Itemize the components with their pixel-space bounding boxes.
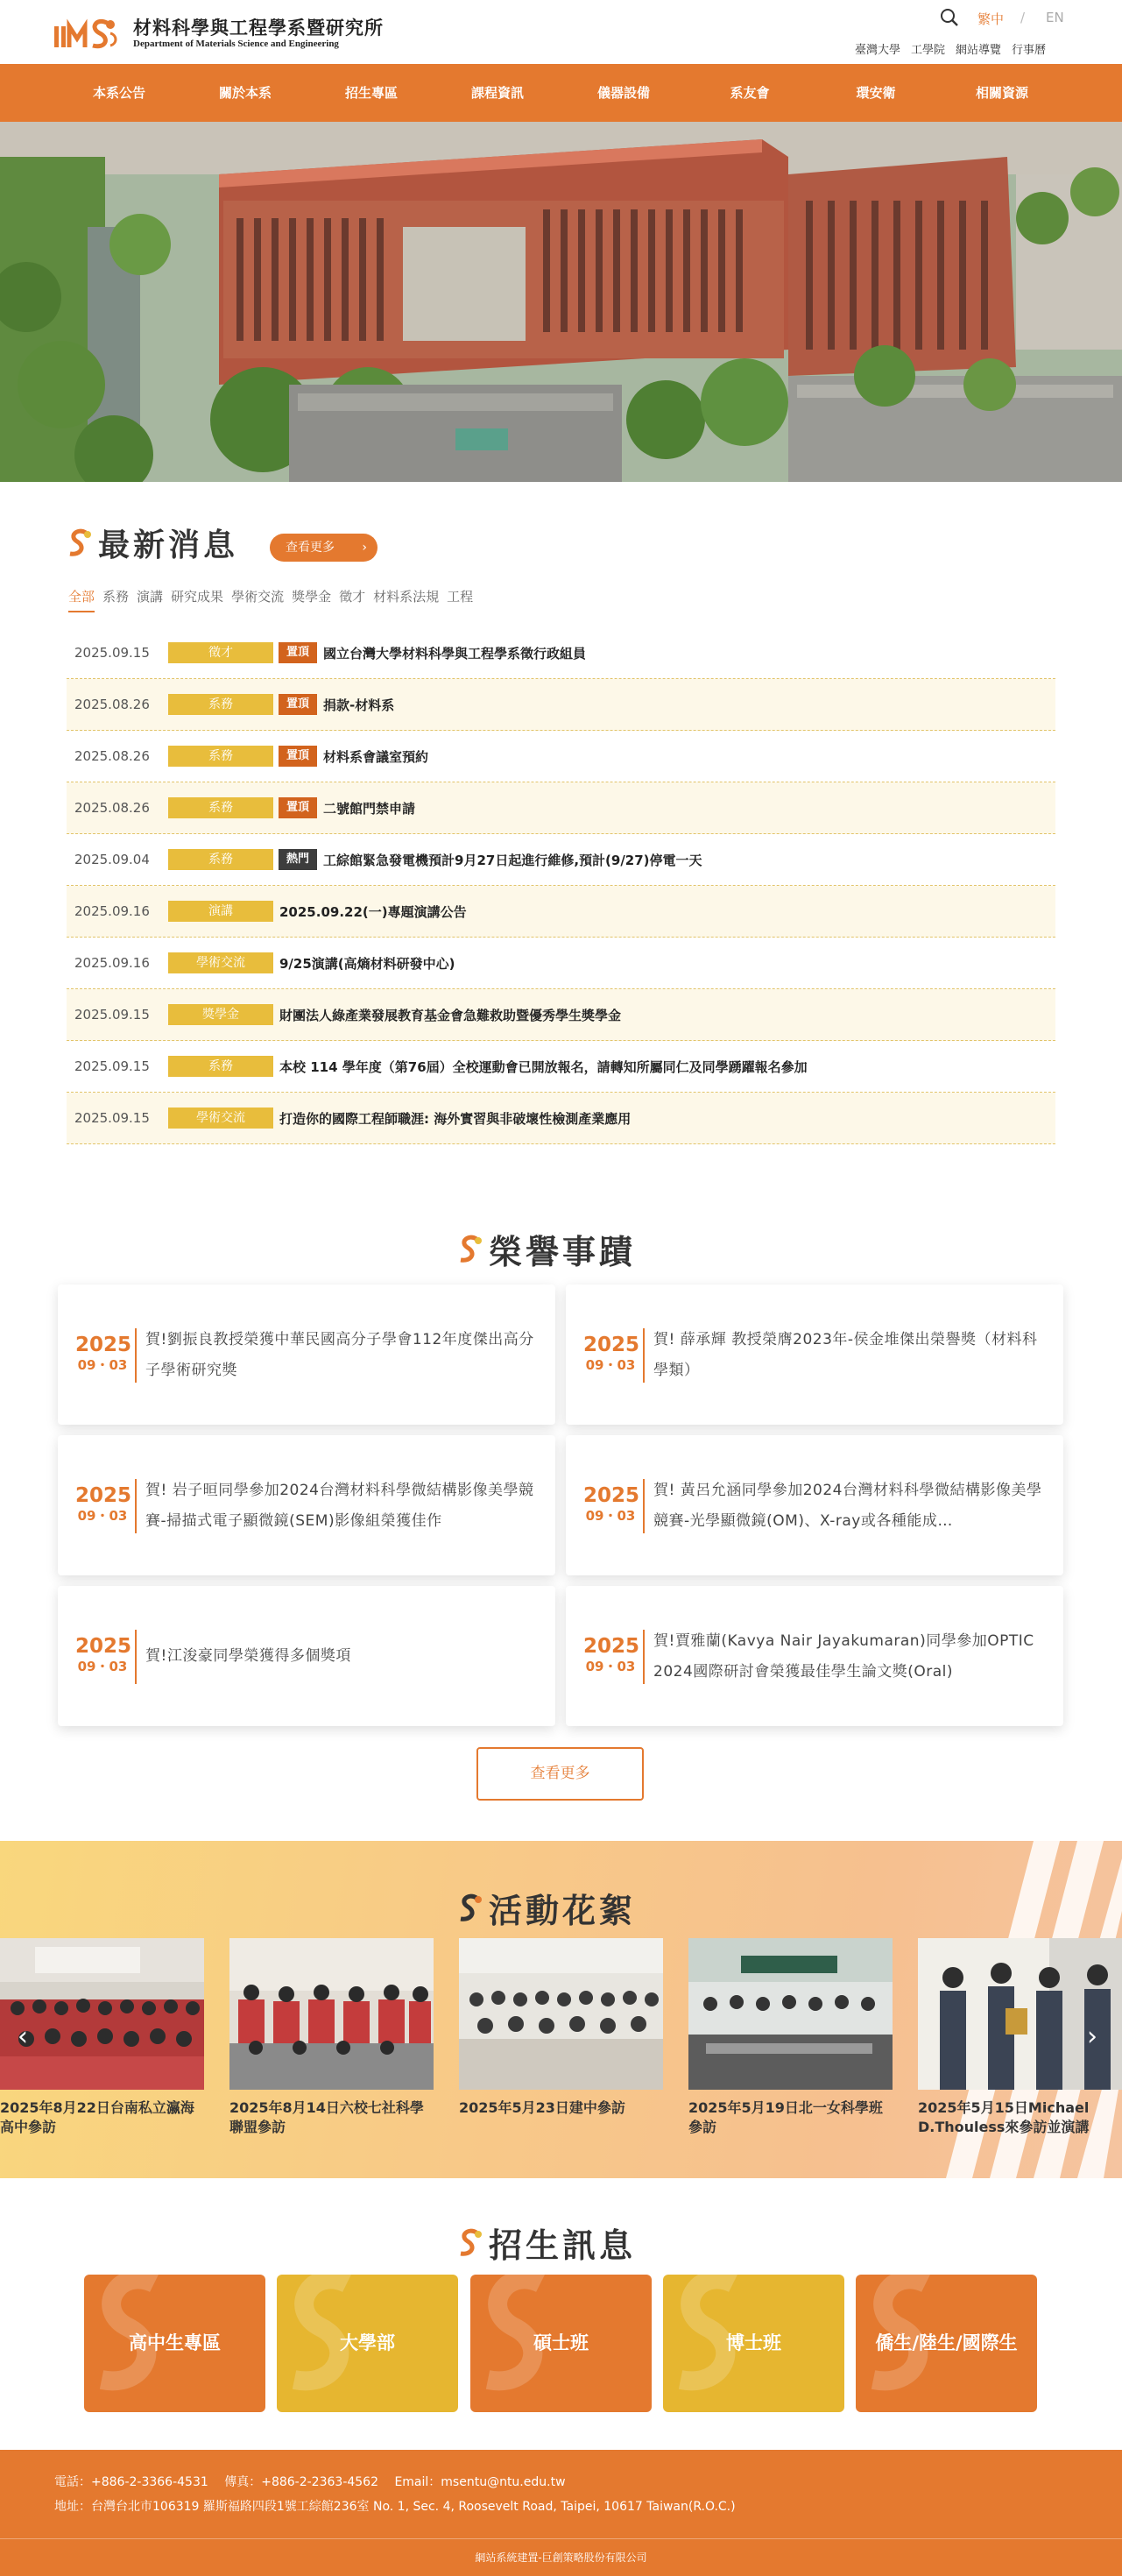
pinned-badge: 置頂: [279, 797, 317, 818]
honor-card[interactable]: [58, 1586, 555, 1726]
news-date: 2025.09.15: [74, 645, 150, 661]
news-title-text: 國立台灣大學材料科學與工程學系徵行政組員: [323, 645, 587, 662]
news-date: 2025.09.15: [74, 1058, 150, 1074]
news-date: 2025.09.15: [74, 1007, 150, 1023]
activities-heading: [455, 1884, 636, 1932]
toplink-engineering[interactable]: 工學院: [911, 44, 946, 57]
lang-separator: /: [1020, 10, 1026, 25]
footer-credit[interactable]: 網站系統建置-巨創策略股份有限公司: [0, 2538, 1122, 2576]
honor-year: 2025: [75, 1334, 132, 1356]
activity-caption: 2025年5月19日北一女科學班參訪: [688, 2099, 883, 2135]
honors-heading: [455, 1225, 636, 1273]
news-list: [67, 627, 1055, 1144]
honor-text: 賀!江浚豪同學榮獲得多個獎項: [145, 1647, 351, 1665]
honor-month-day: 09・03: [585, 1508, 636, 1524]
news-item[interactable]: [67, 1041, 1055, 1093]
divider: [135, 1479, 137, 1533]
activity-caption: 2025年8月22日台南私立瀛海高中參訪: [0, 2099, 194, 2135]
news-title-text: 2025.09.22(一)專題演講公告: [279, 903, 467, 920]
news-date: 2025.09.04: [74, 852, 150, 867]
news-category: 系務: [168, 797, 273, 818]
honor-month-day: 09・03: [77, 1659, 128, 1674]
site-logo[interactable]: [54, 12, 405, 54]
honor-year: 2025: [583, 1334, 640, 1356]
activity-photo: [0, 1938, 204, 2090]
lang-en-link[interactable]: EN: [1046, 10, 1064, 25]
admission-label: 博士班: [726, 2332, 781, 2353]
news-category: 系務: [168, 849, 273, 870]
logo-title-zh: 材料科學與工程學系暨研究所: [133, 16, 384, 39]
news-date: 2025.08.26: [74, 800, 150, 816]
activity-photo: [918, 1938, 1122, 2090]
activity-photo: [688, 1938, 893, 2090]
footer-address: 地址：台灣台北市106319 羅斯福路四段1號工綜館236室 No. 1, Sec. 4, Roosevelt Road, Taipei, 10617 Taiwan(R.O.C.): [54, 2500, 736, 2514]
swirl-icon: [455, 2227, 483, 2259]
logo-mark-icon: [54, 16, 126, 51]
activity-card[interactable]: [688, 1938, 893, 2137]
toplink-ntu[interactable]: 臺灣大學: [855, 44, 901, 57]
activity-photo: [229, 1938, 434, 2090]
news-category: 系務: [168, 694, 273, 715]
pinned-badge: 置頂: [279, 746, 317, 767]
news-title-text: 打造你的國際工程師職涯: 海外實習與非破壞性檢測產業應用: [279, 1110, 632, 1127]
activity-card[interactable]: [459, 1938, 663, 2118]
divider: [643, 1479, 645, 1533]
news-item[interactable]: [67, 627, 1055, 679]
admission-tile-undergraduate[interactable]: [277, 2275, 458, 2412]
carousel-prev-icon[interactable]: ‹: [18, 2021, 28, 2052]
admissions-heading: [455, 2219, 636, 2267]
admission-label: 高中生專區: [129, 2332, 221, 2353]
site-footer: [0, 2450, 1122, 2576]
honor-card[interactable]: [566, 1284, 1063, 1425]
news-date: 2025.08.26: [74, 697, 150, 712]
footer-contact: 電話：+886-2-3366-4531 傳真：+886-2-2363-4562 Email：msentu@ntu.edu.tw: [54, 2475, 566, 2489]
honor-card[interactable]: [566, 1435, 1063, 1575]
honor-year: 2025: [75, 1484, 132, 1507]
activity-caption: 2025年5月23日建中參訪: [459, 2099, 625, 2116]
swirl-icon: [455, 1234, 483, 1265]
news-title-text: 本校 114 學年度（第76屆）全校運動會已開放報名，請轉知所屬同仁及同學踴躍報名參加: [279, 1058, 808, 1075]
nav-about[interactable]: 關於本系: [218, 85, 272, 101]
honor-text: 賀!賈雅蘭(Kavya Nair Jayakumaran)同學參加OPTIC 2024國際研討會榮獲最佳學生論文獎(Oral): [653, 1632, 1034, 1681]
honor-month-day: 09・03: [77, 1357, 128, 1373]
activity-card[interactable]: [229, 1938, 434, 2137]
honor-text: 賀! 岩子晅同學參加2024台灣材料科學微結構影像美學競賽-掃描式電子顯微鏡(SEM)影像組榮獲佳作: [145, 1482, 534, 1530]
honor-card[interactable]: [566, 1586, 1063, 1726]
nav-courses[interactable]: 課程資訊: [470, 85, 525, 101]
nav-announcements[interactable]: 本系公告: [92, 85, 146, 101]
news-title-text: 工綜館緊急發電機預計9月27日起進行維修,預計(9/27)停電一天: [323, 852, 702, 868]
activity-photo: [459, 1938, 663, 2090]
nav-resources[interactable]: 相關資源: [975, 85, 1029, 101]
honor-month-day: 09・03: [585, 1357, 636, 1373]
news-more-label: 查看更多: [286, 541, 335, 555]
news-category: 系務: [168, 1056, 273, 1077]
divider: [643, 1328, 645, 1383]
divider: [643, 1630, 645, 1684]
honors-title: 榮譽事蹟: [489, 1233, 637, 1271]
news-item[interactable]: [67, 989, 1055, 1041]
news-category: 學術交流: [168, 1108, 273, 1129]
tab-regulations[interactable]: 材料系法規: [373, 589, 440, 605]
swirl-icon: [65, 527, 93, 559]
news-item[interactable]: [67, 1093, 1055, 1144]
admission-label: 碩士班: [533, 2332, 589, 2353]
pinned-badge: 置頂: [279, 694, 317, 715]
honor-card[interactable]: [58, 1435, 555, 1575]
nav-safety[interactable]: 環安衛: [856, 85, 896, 101]
news-date: 2025.09.15: [74, 1110, 150, 1126]
news-title-text: 財團法人綠產業發展教育基金會急難救助暨優秀學生獎學金: [279, 1007, 622, 1023]
honor-month-day: 09・03: [77, 1508, 128, 1524]
tab-jobs[interactable]: 徵才: [339, 589, 366, 605]
news-category: 獎學金: [168, 1004, 273, 1025]
honor-year: 2025: [75, 1635, 132, 1658]
admission-tile-highschool[interactable]: [84, 2275, 265, 2412]
news-item[interactable]: [67, 834, 1055, 886]
honor-text: 賀!劉振良教授榮獲中華民國高分子學會112年度傑出高分子學術研究獎: [145, 1331, 534, 1379]
news-item[interactable]: [67, 731, 1055, 782]
news-title-text: 二號館門禁申請: [323, 800, 416, 817]
admission-tile-master[interactable]: [470, 2275, 652, 2412]
top-links: [855, 40, 1046, 57]
tab-engineering[interactable]: 工程: [447, 589, 474, 605]
nav-admissions[interactable]: 招生專區: [344, 85, 399, 101]
news-category: 系務: [168, 746, 273, 767]
pinned-badge: 置頂: [279, 642, 317, 663]
hot-badge: 熱門: [279, 849, 317, 870]
toplink-calendar[interactable]: 行事曆: [1012, 44, 1047, 57]
admission-tile-international[interactable]: [856, 2275, 1037, 2412]
honor-year: 2025: [583, 1484, 640, 1507]
tab-lectures[interactable]: 演講: [137, 589, 164, 605]
admission-label: 僑生/陸生/國際生: [875, 2332, 1018, 2353]
news-item[interactable]: [67, 886, 1055, 938]
news-item[interactable]: [67, 938, 1055, 989]
news-item[interactable]: [67, 782, 1055, 834]
lang-zh-link[interactable]: 繁中: [977, 11, 1005, 27]
chevron-right-icon: ›: [362, 541, 367, 555]
main-nav: [0, 64, 1122, 122]
news-category: 徵才: [168, 642, 273, 663]
site-header: [0, 0, 1122, 64]
activity-caption: 2025年8月14日六校七社科學聯盟參訪: [229, 2099, 424, 2135]
tab-scholarship[interactable]: 獎學金: [292, 589, 332, 605]
news-heading: [65, 520, 238, 565]
activity-caption: 2025年5月15日Michael D.Thouless來參訪並演講: [918, 2099, 1090, 2135]
news-title-text: 捐款-材料系: [323, 697, 395, 713]
news-date: 2025.08.26: [74, 748, 150, 764]
search-icon[interactable]: [940, 8, 959, 27]
tab-affairs[interactable]: 系務: [102, 589, 130, 605]
nav-alumni[interactable]: 系友會: [730, 85, 770, 101]
news-more-button[interactable]: [270, 534, 378, 562]
honor-card[interactable]: [58, 1284, 555, 1425]
honor-text: 賀! 黃呂允涵同學參加2024台灣材料科學微結構影像美學競賽-光學顯微鏡(OM)、X-ray或各種能成…: [653, 1482, 1042, 1530]
toplink-sitemap[interactable]: 網站導覽: [956, 44, 1002, 57]
news-title-text: 材料系會議室預約: [323, 748, 429, 765]
honor-year: 2025: [583, 1635, 640, 1658]
divider: [135, 1630, 137, 1684]
news-date: 2025.09.16: [74, 955, 150, 971]
admission-label: 大學部: [340, 2332, 395, 2353]
news-title-text: 9/25演講(高熵材料研發中心): [279, 955, 455, 972]
news-date: 2025.09.16: [74, 903, 150, 919]
swirl-icon: [455, 1893, 483, 1924]
nav-equipment[interactable]: 儀器設備: [596, 85, 651, 101]
news-title: 最新消息: [98, 527, 239, 563]
hero-campus-image: [0, 122, 1122, 482]
tab-exchange[interactable]: 學術交流: [231, 589, 285, 605]
honors-more-button[interactable]: 查看更多: [476, 1747, 644, 1801]
activities-title: 活動花絮: [489, 1892, 637, 1930]
admission-tile-phd[interactable]: [663, 2275, 844, 2412]
tab-research[interactable]: 研究成果: [171, 589, 224, 605]
admissions-title: 招生訊息: [489, 2226, 637, 2265]
news-item[interactable]: [67, 679, 1055, 731]
logo-title-en: Department of Materials Science and Engineering: [133, 38, 339, 49]
news-category: 演講: [168, 901, 273, 922]
carousel-next-icon[interactable]: ›: [1087, 2021, 1097, 2052]
news-category: 學術交流: [168, 952, 273, 973]
honor-month-day: 09・03: [585, 1659, 636, 1674]
news-tabs: [68, 587, 481, 612]
tab-all[interactable]: 全部: [68, 587, 95, 612]
divider: [135, 1328, 137, 1383]
honor-text: 賀! 薛承輝 教授榮膺2023年-侯金堆傑出榮譽獎（材料科學類）: [653, 1331, 1038, 1379]
